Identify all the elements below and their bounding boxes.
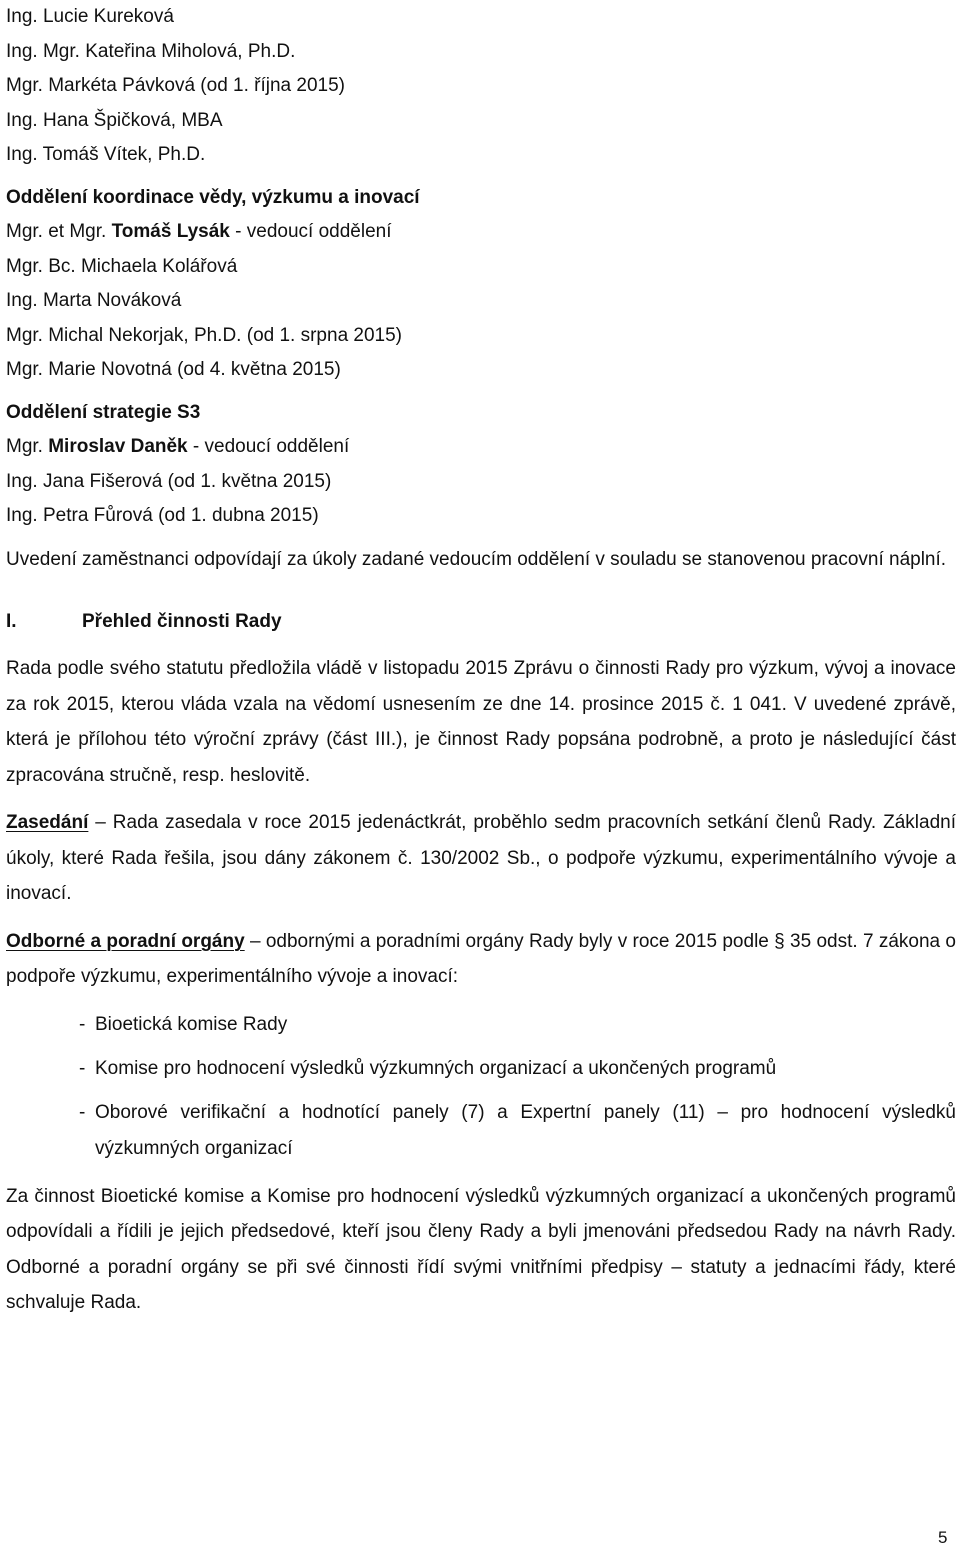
staff-name: Ing. Jana Fišerová (od 1. května 2015) xyxy=(6,470,332,492)
department-title: Oddělení koordinace vědy, výzkumu a inovací xyxy=(6,186,420,208)
staff-name: Ing. Lucie Kureková xyxy=(6,6,174,27)
page-number: 5 xyxy=(938,1528,948,1547)
paragraph-text: – Rada zasedala v roce 2015 jedenáctkrát, proběhlo sedm pracovních setkání členů Rady. Základní úkoly, které Rada řešila, jsou dány zákonem č. 130/2002 Sb., o podpoře výzkumu, experimentálního vývoje a inovací. xyxy=(6,812,956,904)
section-number: I. xyxy=(6,611,17,632)
staff-name: Ing. Tomáš Vítek, Ph.D. xyxy=(6,144,206,165)
department-head xyxy=(6,215,956,250)
head-role: - vedoucí oddělení xyxy=(187,436,350,457)
staff-note: Uvedení zaměstnanci odpovídají za úkoly zadané vedoucím oddělení v souladu se stanovenou pracovní náplní. xyxy=(6,548,947,570)
document-page xyxy=(6,0,956,1321)
dash-bullet: - xyxy=(79,1013,86,1035)
staff-list-top xyxy=(6,0,956,173)
department-science xyxy=(6,181,956,388)
staff-name: Mgr. Marie Novotná (od 4. května 2015) xyxy=(6,359,341,380)
department-s3 xyxy=(6,396,956,534)
list-item xyxy=(79,1095,956,1167)
department-title: Oddělení strategie S3 xyxy=(6,401,201,423)
head-prefix: Mgr. xyxy=(6,436,49,457)
list-item-text: Oborové verifikační a hodnotící panely (7) a Expertní panely (11) – pro hodnocení výsledků výzkumných organizací xyxy=(95,1101,956,1159)
staff-name: Ing. Marta Nováková xyxy=(6,290,182,311)
paragraph-report: Rada podle svého statutu předložila vládě v listopadu 2015 Zprávu o činnosti Rady pro výzkum, vývoj a inovace za rok 2015, kterou vláda vzala na vědomí usnesením ze dne 14. prosince 2015 č. 1 041. V uvedené zprávě, která je přílohou této výroční zprávy (část III.), je činnost Rady popsána podrobně, a proto je následující část zpracována stručně, resp. heslovitě. xyxy=(6,658,956,786)
list-item-text: Bioetická komise Rady xyxy=(95,1013,288,1035)
paragraph-meetings xyxy=(6,805,956,912)
staff-name: Mgr. Michal Nekorjak, Ph.D. (od 1. srpna 2015) xyxy=(6,324,403,346)
staff-name: Mgr. Bc. Michaela Kolářová xyxy=(6,255,238,277)
staff-name: Ing. Hana Špičková, MBA xyxy=(6,109,223,131)
list-item xyxy=(79,1051,956,1087)
list-item xyxy=(79,1007,956,1043)
head-role: - vedoucí oddělení xyxy=(229,221,392,242)
paragraph-text: – odbornými a poradními orgány Rady byly v roce 2015 podle § 35 odst. 7 zákona o podpoře výzkumu, experimentálního vývoje a inovací: xyxy=(6,930,956,987)
dash-bullet: - xyxy=(79,1057,86,1079)
section-title: Přehled činnosti Rady xyxy=(82,611,282,632)
department-head xyxy=(6,430,956,465)
paragraph-final: Za činnost Bioetické komise a Komise pro hodnocení výsledků výzkumných organizací a ukončených programů odpovídali a řídili je jejich předsedové, kteří jsou členy Rady a byli jmenováni předsedou Rady na návrh Rady. Odborné a poradní orgány se při své činnosti řídí svými vnitřními předpisy – statuty a jednacími řády, které schvaluje Rada. xyxy=(6,1185,956,1313)
paragraph-lead: Odborné a poradní orgány xyxy=(6,930,245,952)
head-name: Miroslav Daněk xyxy=(48,436,188,457)
staff-name: Ing. Petra Fůrová (od 1. dubna 2015) xyxy=(6,505,319,526)
head-name: Tomáš Lysák xyxy=(111,221,230,242)
staff-name: Mgr. Markéta Pávková (od 1. října 2015) xyxy=(6,75,345,96)
paragraph-lead: Zasedání xyxy=(6,812,89,833)
section-heading xyxy=(6,605,956,639)
head-prefix: Mgr. et Mgr. xyxy=(6,221,112,242)
bodies-list xyxy=(6,1007,956,1167)
staff-name: Ing. Mgr. Kateřina Miholová, Ph.D. xyxy=(6,40,296,62)
dash-bullet: - xyxy=(79,1101,86,1123)
paragraph-bodies xyxy=(6,924,956,995)
list-item-text: Komise pro hodnocení výsledků výzkumných organizací a ukončených programů xyxy=(95,1057,777,1079)
